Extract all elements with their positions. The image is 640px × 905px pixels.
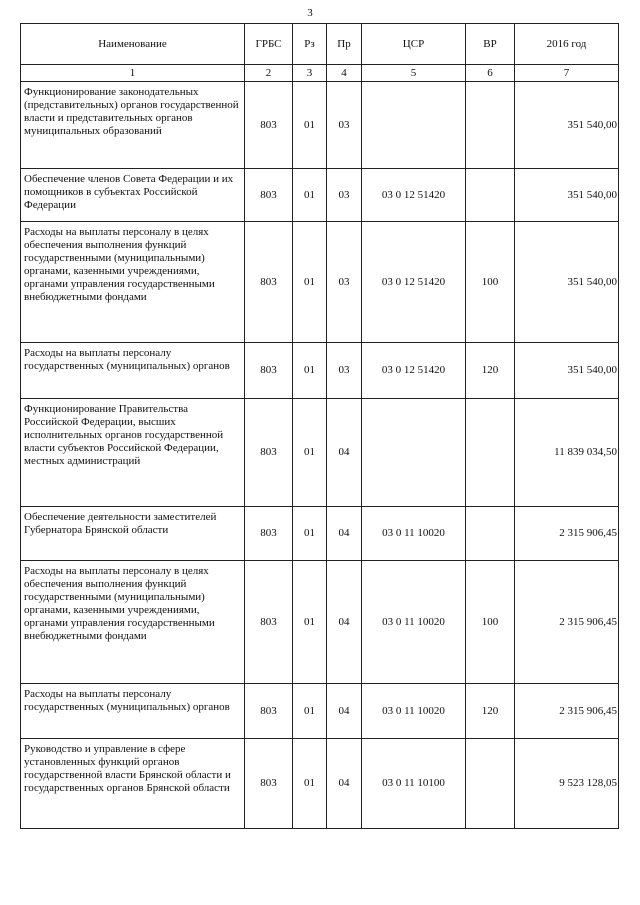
row-vr (466, 507, 515, 561)
row-grbs: 803 (245, 82, 293, 169)
row-pr: 04 (327, 739, 362, 829)
row-name: Функционирование законодательных (представительных) органов государственной власти и представительных органов муниципальных образований (21, 82, 245, 169)
row-csr (362, 399, 466, 507)
row-vr (466, 399, 515, 507)
row-vr: 120 (466, 684, 515, 739)
table-row (21, 561, 619, 684)
row-name: Обеспечение членов Совета Федерации и их помощников в субъектах Российской Федерации (21, 169, 245, 222)
row-csr: 03 0 12 51420 (362, 343, 466, 399)
column-number: 6 (466, 65, 515, 82)
row-amount: 11 839 034,50 (515, 399, 619, 507)
row-rz: 01 (293, 82, 327, 169)
row-grbs: 803 (245, 169, 293, 222)
header-year: 2016 год (515, 24, 619, 65)
row-grbs: 803 (245, 222, 293, 343)
row-rz: 01 (293, 684, 327, 739)
row-amount: 351 540,00 (515, 82, 619, 169)
row-name: Руководство и управление в сфере установленных функций органов государственной власти Брянской области и государственных органов Брянской области (21, 739, 245, 829)
row-amount: 351 540,00 (515, 343, 619, 399)
budget-table (20, 23, 619, 829)
row-vr (466, 739, 515, 829)
column-number: 5 (362, 65, 466, 82)
row-amount: 2 315 906,45 (515, 507, 619, 561)
row-csr: 03 0 11 10020 (362, 684, 466, 739)
column-number: 1 (21, 65, 245, 82)
row-pr: 03 (327, 169, 362, 222)
row-rz: 01 (293, 343, 327, 399)
row-pr: 04 (327, 684, 362, 739)
column-number: 7 (515, 65, 619, 82)
row-amount: 2 315 906,45 (515, 684, 619, 739)
row-name: Расходы на выплаты персоналу в целях обеспечения выполнения функций государственными (муниципальными) органами, казенными учреждениями, органами управления государственными внебюджетными фондами (21, 222, 245, 343)
row-csr (362, 82, 466, 169)
header-rz: Рз (293, 24, 327, 65)
header-grbs: ГРБС (245, 24, 293, 65)
row-amount: 351 540,00 (515, 169, 619, 222)
row-csr: 03 0 12 51420 (362, 222, 466, 343)
table-row (21, 739, 619, 829)
row-grbs: 803 (245, 684, 293, 739)
row-rz: 01 (293, 739, 327, 829)
row-amount: 351 540,00 (515, 222, 619, 343)
row-csr: 03 0 11 10020 (362, 507, 466, 561)
table-row (21, 399, 619, 507)
row-grbs: 803 (245, 561, 293, 684)
row-pr: 04 (327, 507, 362, 561)
column-number-row (21, 65, 619, 82)
header-pr: Пр (327, 24, 362, 65)
row-pr: 04 (327, 561, 362, 684)
row-csr: 03 0 12 51420 (362, 169, 466, 222)
row-vr: 100 (466, 222, 515, 343)
row-pr: 03 (327, 343, 362, 399)
row-amount: 2 315 906,45 (515, 561, 619, 684)
header-row (21, 24, 619, 65)
row-vr (466, 82, 515, 169)
row-name: Расходы на выплаты персоналу государственных (муниципальных) органов (21, 684, 245, 739)
header-name: Наименование (21, 24, 245, 65)
row-pr: 04 (327, 399, 362, 507)
row-csr: 03 0 11 10100 (362, 739, 466, 829)
row-amount: 9 523 128,05 (515, 739, 619, 829)
table-row (21, 684, 619, 739)
row-rz: 01 (293, 169, 327, 222)
row-rz: 01 (293, 561, 327, 684)
row-rz: 01 (293, 222, 327, 343)
column-number: 2 (245, 65, 293, 82)
row-name: Функционирование Правительства Российской Федерации, высших исполнительных органов государственной власти субъектов Российской Федерации, местных администраций (21, 399, 245, 507)
header-vr: ВР (466, 24, 515, 65)
row-rz: 01 (293, 507, 327, 561)
page-number: 3 (307, 7, 313, 19)
row-vr: 120 (466, 343, 515, 399)
table-row (21, 82, 619, 169)
table-row (21, 343, 619, 399)
table-row (21, 222, 619, 343)
row-vr: 100 (466, 561, 515, 684)
row-name: Обеспечение деятельности заместителей Губернатора Брянской области (21, 507, 245, 561)
column-number: 3 (293, 65, 327, 82)
row-vr (466, 169, 515, 222)
table-row (21, 507, 619, 561)
row-grbs: 803 (245, 343, 293, 399)
table-row (21, 169, 619, 222)
row-grbs: 803 (245, 399, 293, 507)
row-grbs: 803 (245, 507, 293, 561)
row-csr: 03 0 11 10020 (362, 561, 466, 684)
row-rz: 01 (293, 399, 327, 507)
row-grbs: 803 (245, 739, 293, 829)
row-name: Расходы на выплаты персоналу государственных (муниципальных) органов (21, 343, 245, 399)
row-pr: 03 (327, 82, 362, 169)
row-name: Расходы на выплаты персоналу в целях обеспечения выполнения функций государственными (муниципальными) органами, казенными учреждениями, органами управления государственными внебюджетными фондами (21, 561, 245, 684)
header-csr: ЦСР (362, 24, 466, 65)
column-number: 4 (327, 65, 362, 82)
row-pr: 03 (327, 222, 362, 343)
